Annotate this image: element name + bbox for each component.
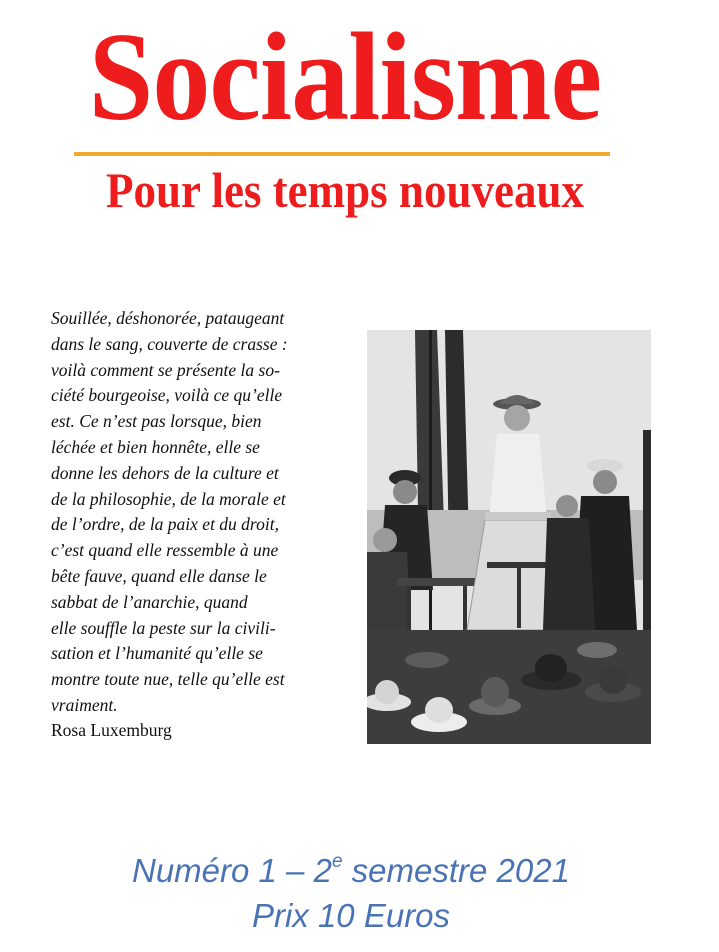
quote-line: de la philosophie, de la morale et	[51, 488, 286, 509]
quote-line: c’est quand elle ressemble à une	[51, 540, 279, 561]
quote-line: elle souffle la peste sur la civili-	[51, 617, 276, 638]
issue-suffix: semestre 2021	[342, 852, 570, 889]
masthead-rule	[74, 152, 610, 156]
quote-line: donne les dehors de la culture et	[51, 462, 279, 483]
quote-line: montre toute nue, telle qu’elle est	[51, 669, 285, 690]
quote-author: Rosa Luxemburg	[51, 720, 172, 740]
masthead-subtitle: Pour les temps nouveaux	[106, 162, 584, 218]
quote-text	[51, 306, 351, 719]
quote-line: sation et l’humanité qu’elle se	[51, 643, 263, 664]
issue-prefix: Numéro 1 – 2	[132, 852, 332, 889]
quote-line: ciété bourgeoise, voilà ce qu’elle	[51, 385, 283, 406]
issue-number	[0, 840, 702, 893]
quote-line: léchée et bien honnête, elle se	[51, 436, 260, 457]
quote-line: Souillée, déshonorée, pataugeant	[51, 308, 285, 328]
quote-line: de l’ordre, de la paix et du droit,	[51, 514, 279, 535]
quote-line: dans le sang, couverte de crasse :	[51, 333, 288, 354]
quote-line: voilà comment se présente la so-	[51, 359, 280, 380]
quote-line: est. Ce n’est pas lorsque, bien	[51, 411, 262, 432]
quote-line: vraiment.	[51, 694, 118, 715]
masthead-title: Socialisme	[88, 8, 602, 147]
historical-photo	[367, 330, 651, 744]
price-label: Prix 10 Euros	[251, 897, 451, 934]
quote-line: sabbat de l’anarchie, quand	[51, 591, 248, 612]
quote-line: bête fauve, quand elle danse le	[51, 565, 267, 586]
issue-superscript: e	[331, 851, 343, 872]
